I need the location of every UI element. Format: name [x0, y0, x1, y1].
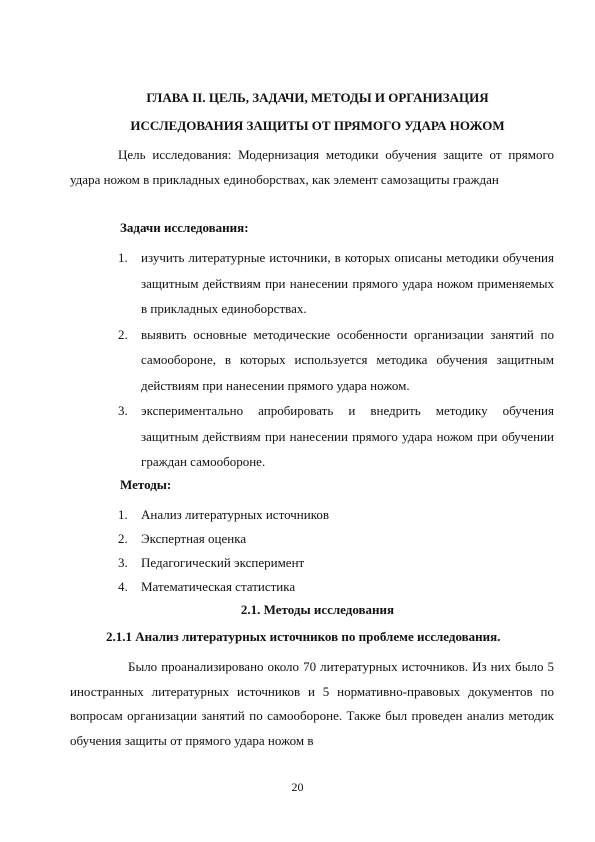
method-item: [118, 575, 554, 599]
method-text: Математическая статистика: [141, 579, 296, 594]
task-number: 2.: [118, 326, 128, 342]
tasks-list: [118, 245, 554, 475]
task-number: 3.: [118, 403, 128, 418]
section-title: 2.1. Методы исследования: [240, 602, 395, 617]
method-item: [118, 527, 554, 551]
task-text: выявить основные методические особенности организации занятий по самообороне, в которых используется методика обучения защитным действиям при нанесении прямого удара ножом.: [141, 326, 554, 393]
chapter-title-line-2: ИССЛЕДОВАНИЯ ЗАЩИТЫ ОТ ПРЯМОГО УДАРА НОЖОМ: [130, 118, 505, 133]
method-text: Педагогический эксперимент: [141, 555, 305, 570]
task-item: [118, 398, 554, 475]
task-item: [118, 322, 554, 399]
method-number: 4.: [118, 579, 128, 594]
task-text: изучить литературные источники, в которых описаны методики обучения защитным действиям при нанесении прямого удара ножом применяемых в прикладных единоборствах.: [141, 250, 554, 316]
research-goal-paragraph: Цель исследования: Модернизация методики обучения защите от прямого удара ножом в прикладных единоборствах, как элемент самозащиты граждан: [70, 147, 554, 187]
task-item: [118, 245, 554, 322]
method-number: 2.: [118, 531, 128, 546]
task-text: экспериментально апробировать и внедрить методику обучения защитным действиям при нанесении прямого удара ножом при обучении граждан самообороне.: [141, 403, 554, 469]
page-number: 20: [291, 780, 304, 794]
method-text: Анализ литературных источников: [141, 507, 329, 522]
chapter-title-line-1: ГЛАВА II. ЦЕЛЬ, ЗАДАЧИ, МЕТОДЫ И ОРГАНИЗАЦИЯ: [146, 90, 489, 105]
methods-list: [118, 503, 554, 599]
methods-heading: Методы:: [120, 477, 172, 492]
task-number: 1.: [118, 250, 128, 265]
method-item: [118, 503, 554, 527]
method-number: 3.: [118, 555, 128, 570]
body-paragraph: Было проанализировано около 70 литературных источников. Из них было 5 иностранных литературных источников и 5 нормативно-правовых документов по вопросам организации занятий по самообороне. Также был проведен анализ методик обучения защиты от прямого удара ножом в: [70, 659, 554, 748]
method-number: 1.: [118, 507, 128, 522]
method-item: [118, 551, 554, 575]
tasks-heading: Задачи исследования:: [120, 220, 249, 235]
method-text: Экспертная оценка: [141, 531, 247, 546]
subsection-title: 2.1.1 Анализ литературных источников по проблеме исследования.: [106, 629, 501, 644]
